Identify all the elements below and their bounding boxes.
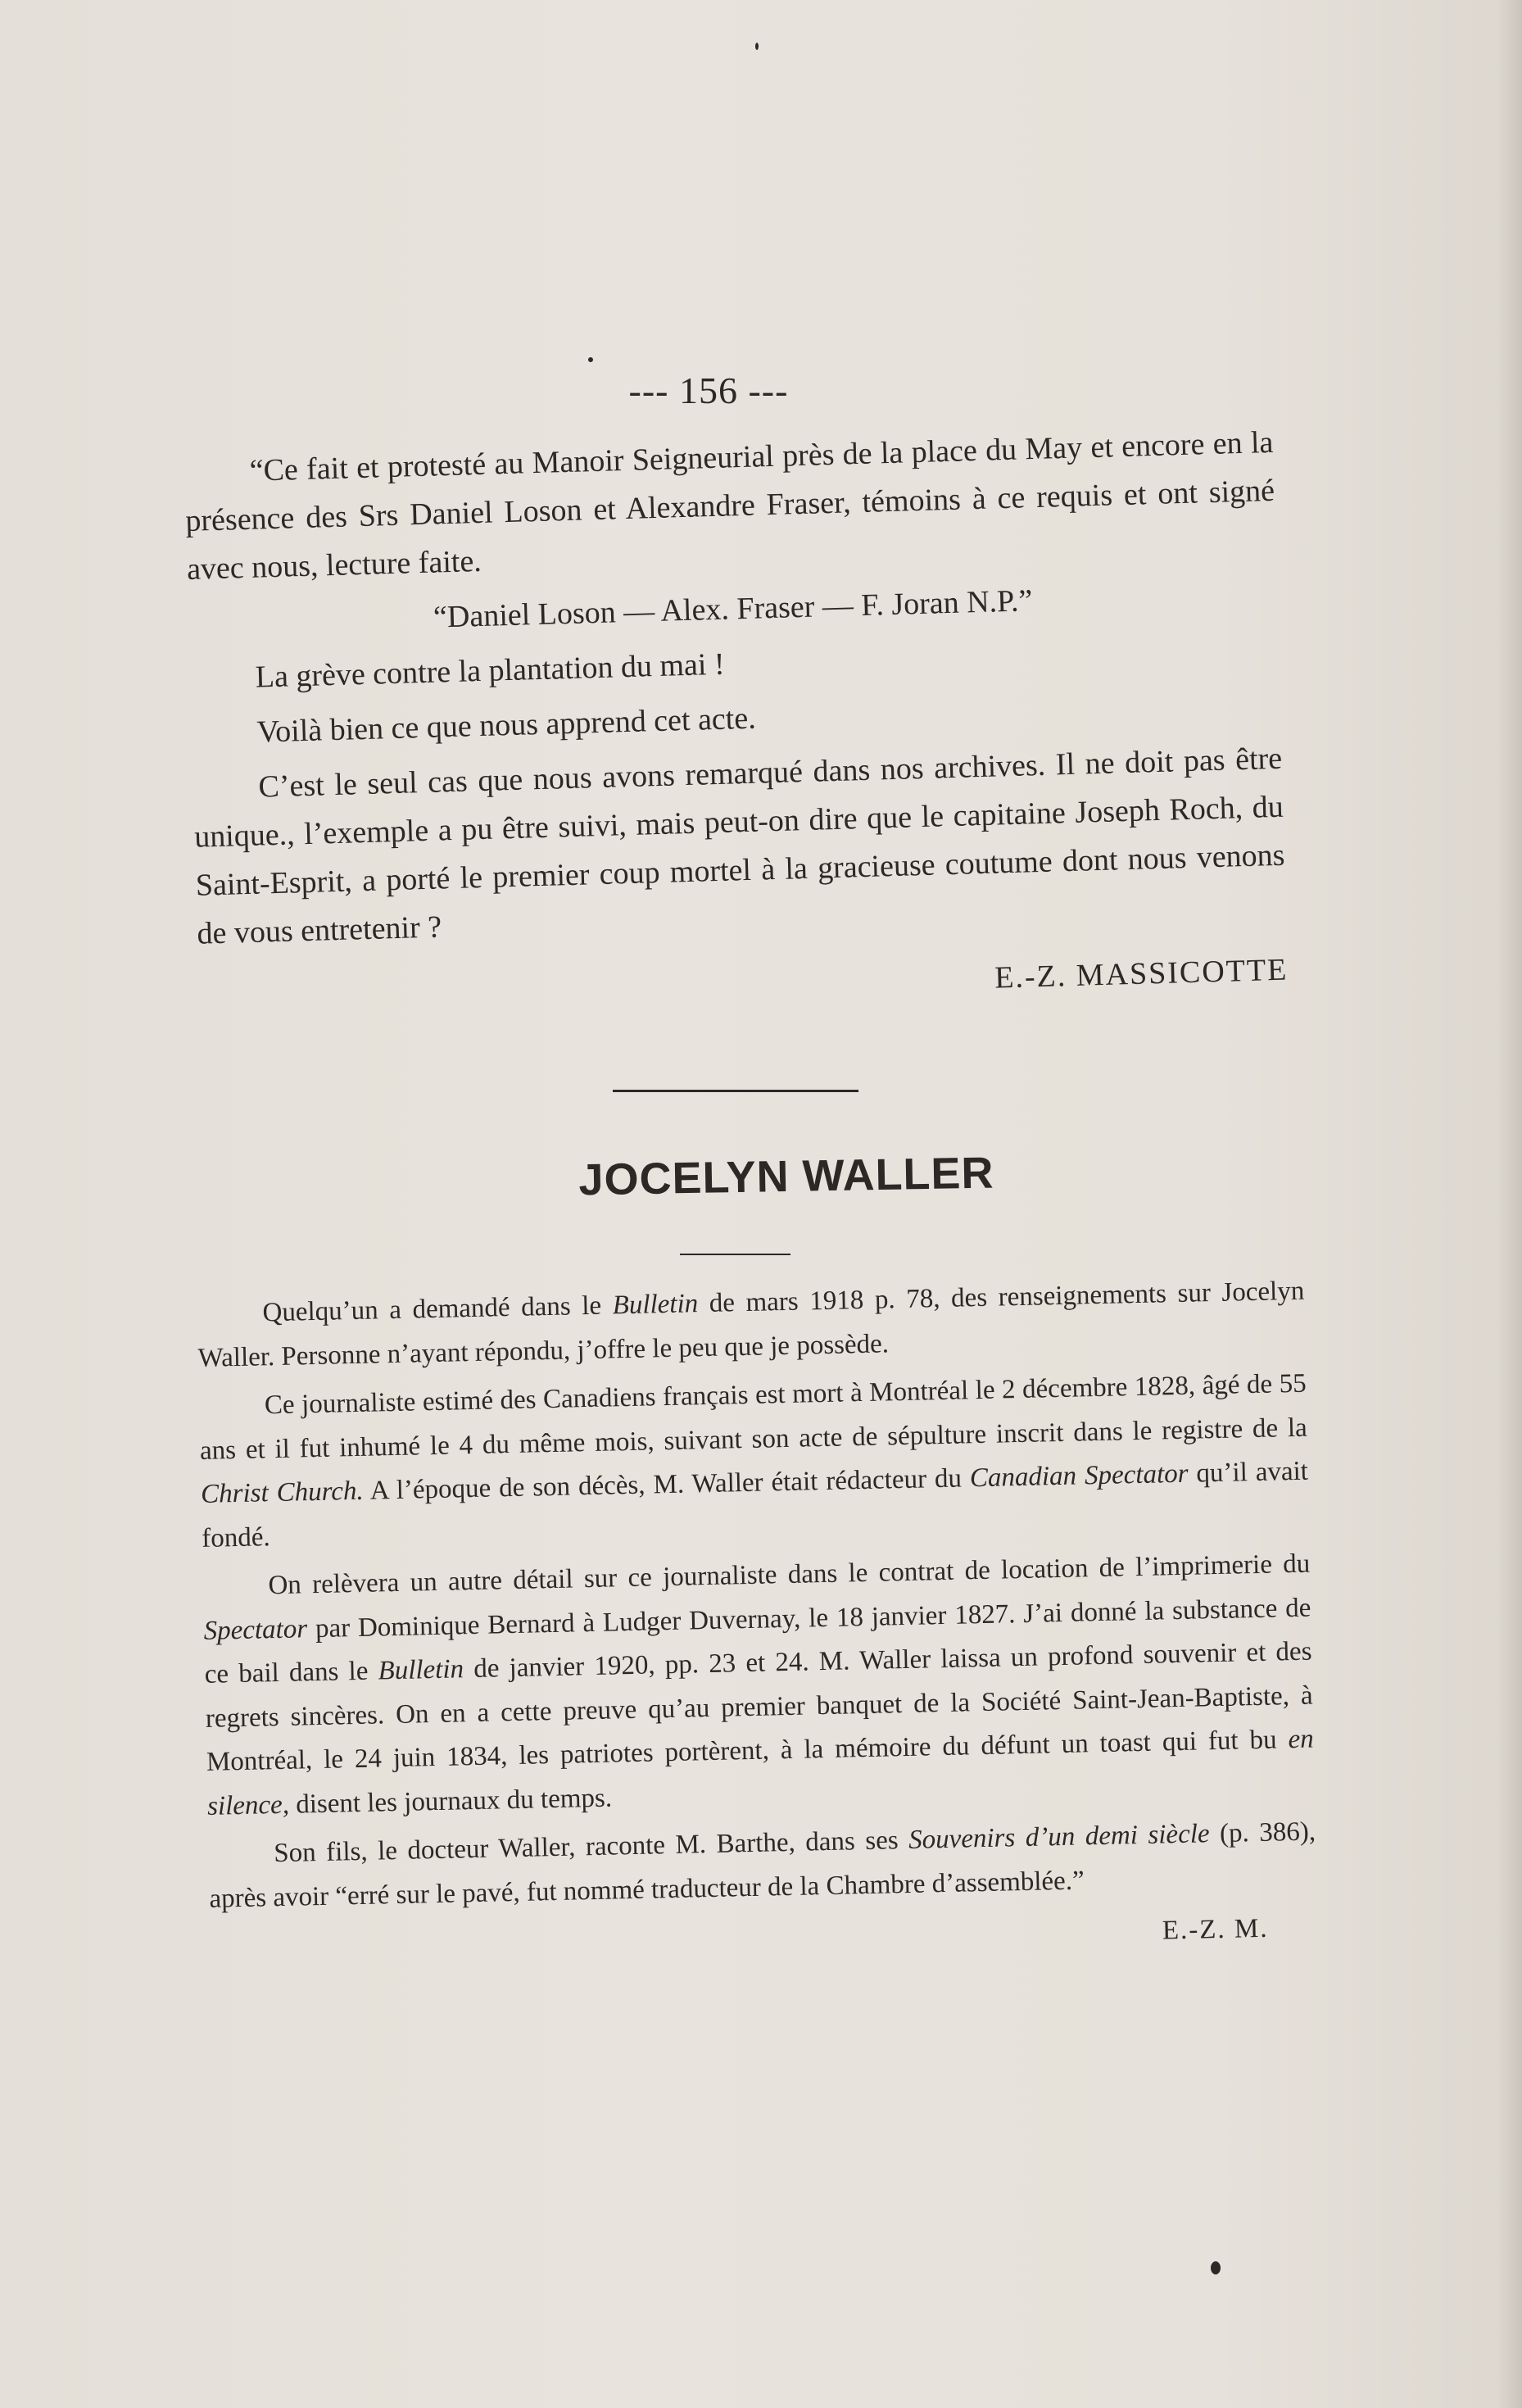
paragraph [202, 1543, 1315, 1829]
text: de janvier 1920, pp. 23 et 24. M. Waller laissa un profond souvenir et des regrets sincères. On en a cette preuve qu’au premier banquet de la Société Saint-Jean-Baptiste, à Montréal, le 24 juin 1834, les patriotes portèrent, à la mémoire du défunt un toast qui fut bu [205, 1636, 1313, 1777]
article-title: JOCELYN WALLER [578, 1148, 995, 1205]
ink-speck [755, 43, 759, 50]
text: A l’époque de son décès, M. Waller était rédacteur du [363, 1463, 971, 1506]
book-title: Souvenirs d’un demi siècle [908, 1819, 1210, 1855]
author-signature: E.-Z. MASSICOTTE [994, 952, 1289, 995]
paragraph [198, 1363, 1309, 1561]
publication-title: Bulletin [378, 1654, 464, 1686]
author-signature: E.-Z. M. [1162, 1913, 1269, 1946]
text: Quelqu’un a demandé dans le [262, 1290, 614, 1328]
section-one [183, 419, 1289, 1025]
publication-title: Canadian Spectator [969, 1458, 1189, 1494]
ink-speck [1211, 2261, 1221, 2274]
text: par Dominique Bernard à Ludger Duvernay, le 18 janvier 1827. J’ai donné la substance de ce bail dans le [204, 1593, 1311, 1689]
text: disent les journaux du temps. [288, 1783, 613, 1820]
publication-title: Bulletin [612, 1289, 699, 1321]
paragraph: Voilà bien ce que nous apprend cet acte. [256, 701, 757, 750]
text: Son fils, le docteur Waller, raconte M. Barthe, dans ses [273, 1825, 909, 1869]
quote-signatories: “Daniel Loson — Alex. Fraser — F. Joran N.P.” [433, 583, 1033, 635]
church-name: Christ Church. [200, 1476, 365, 1509]
section-divider [613, 1090, 858, 1092]
page-fold-shadow [1497, 0, 1522, 2408]
paragraph [197, 1270, 1306, 1381]
article-body [197, 1270, 1318, 1974]
publication-title: Spectator [203, 1613, 308, 1646]
emphasis: en silence, [206, 1724, 1315, 1821]
text: de mars 1918 p. 78, des renseignements sur Jocelyn Waller. Personne n’ayant répondu, j’offre le peu que je possède. [197, 1276, 1305, 1373]
text: Ce journaliste estimé des Canadiens français est mort à Montréal le 2 décembre 1828, âgé de 55 ans et il fut inhumé le 4 du même mois, suivant son acte de sépulture inscrit dans le registre de la [199, 1368, 1308, 1466]
paragraph: C’est le seul cas que nous avons remarqué dans nos archives. Il ne doit pas être unique., l’exemple a pu être suivi, mais peut-on dire que le capitaine Joseph Roch, du Saint-Esprit, a porté le premier coup mortel à la gracieuse coutume dont nous venons de vous entretenir ? [193, 741, 1285, 951]
text: (p. 386), après avoir “erré sur le pavé, fut nommé traducteur de la Chambre d’assemblée.” [209, 1816, 1316, 1914]
title-underline [680, 1254, 790, 1255]
paragraph [208, 1811, 1317, 1921]
text: qu’il avait fondé. [201, 1456, 1309, 1553]
page-number: --- 156 --- [628, 370, 789, 411]
text: On relèvera un autre détail sur ce journaliste dans le contrat de location de l’imprimerie du [268, 1549, 1311, 1601]
ink-speck [588, 357, 593, 362]
paragraph: La grève contre la plantation du mai ! [255, 646, 726, 695]
quote-paragraph: “Ce fait et protesté au Manoir Seigneurial près de la place du May et encore en la présence des Srs Daniel Loson et Alexandre Fraser, témoins à ce requis et ont signé avec nous, lecture faite. [184, 424, 1275, 587]
